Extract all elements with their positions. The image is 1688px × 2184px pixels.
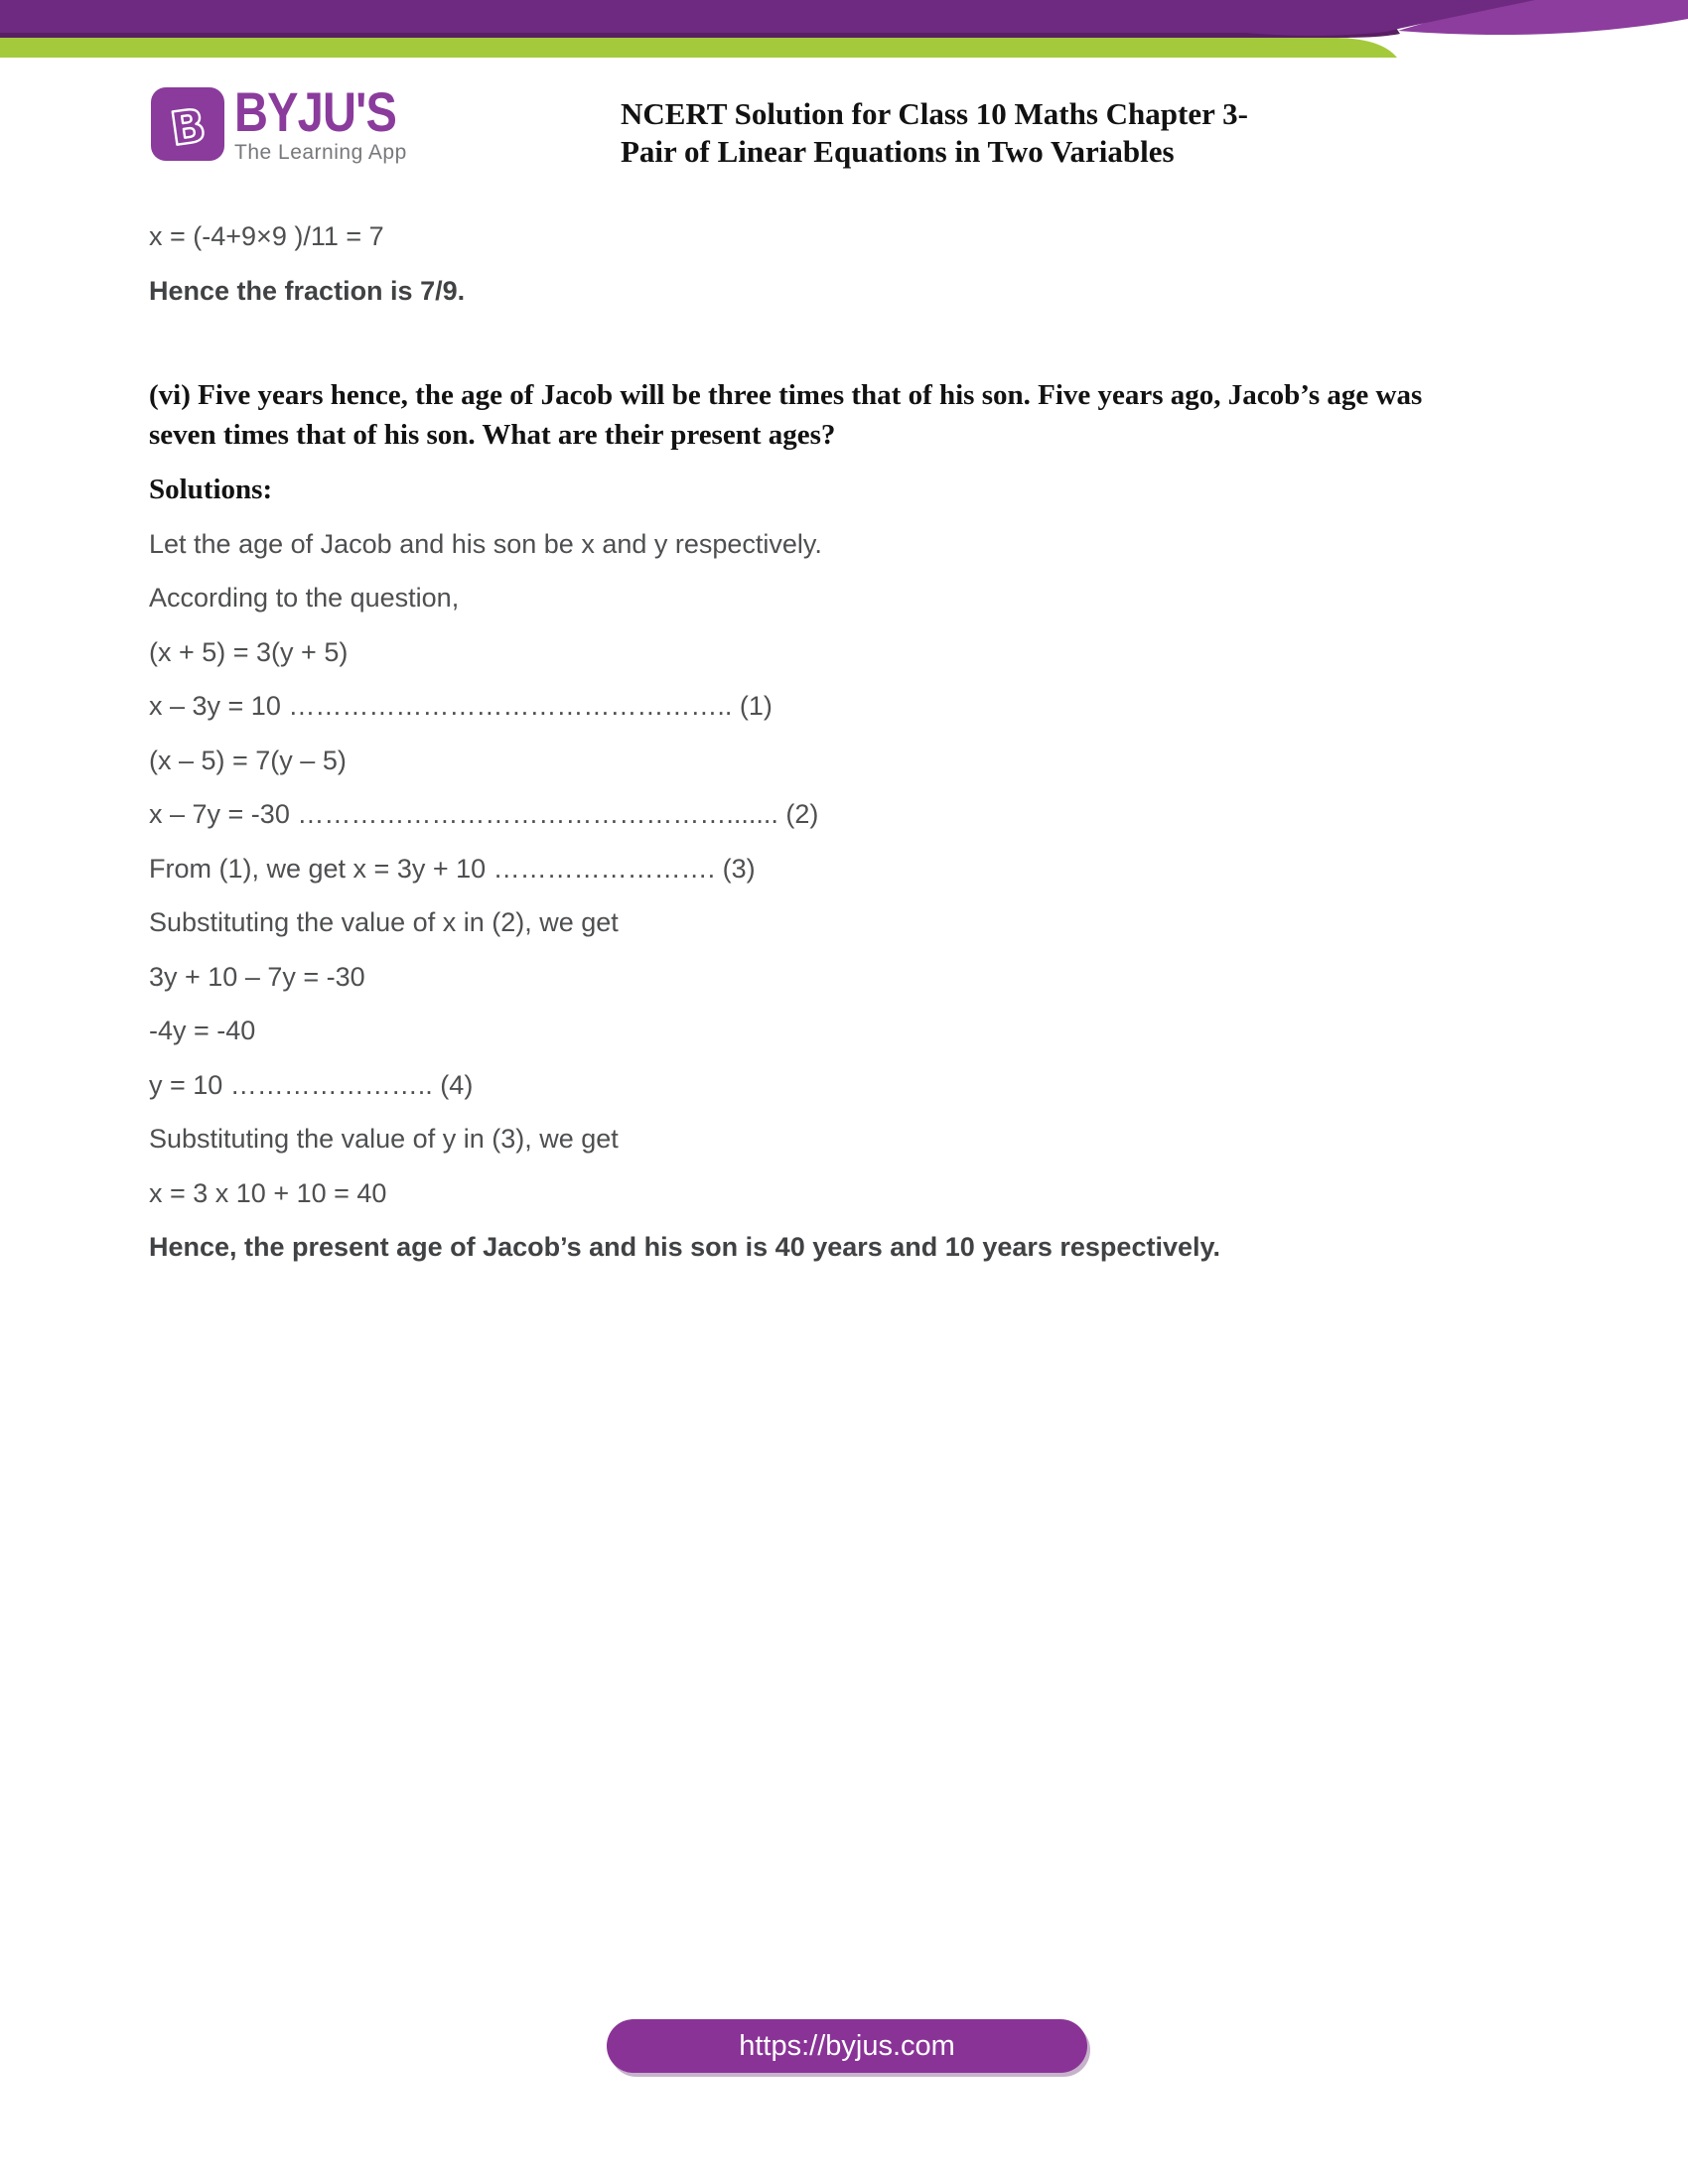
according-line bbox=[149, 571, 1609, 625]
svg-text:B: B bbox=[167, 97, 210, 157]
substitute-y-line bbox=[149, 1112, 1609, 1166]
text-line: y = 10 ………………….. (4) bbox=[149, 1069, 474, 1100]
substitute-x-line bbox=[149, 895, 1609, 950]
text-line: seven times that of his son. What are their present ages? bbox=[149, 419, 836, 451]
header-banner bbox=[0, 0, 1688, 79]
equation-combined bbox=[149, 950, 1609, 1005]
banner-green-band bbox=[0, 38, 1397, 58]
assumption-line bbox=[149, 517, 1609, 572]
equation-first bbox=[149, 625, 1609, 680]
fraction-conclusion bbox=[149, 264, 1609, 319]
text-line: Hence, the present age of Jacob’s and his son is 40 years and 10 years respectively. bbox=[149, 1232, 1220, 1262]
text-line: (x – 5) = 7(y – 5) bbox=[149, 745, 347, 775]
equation-1 bbox=[149, 679, 1609, 734]
question-vi bbox=[149, 375, 1609, 455]
text-line: Hence the fraction is 7/9. bbox=[149, 275, 466, 306]
text-line: According to the question, bbox=[149, 583, 460, 613]
text-line: -4y = -40 bbox=[149, 1016, 256, 1045]
byjus-wordmark: BYJU'S bbox=[234, 80, 396, 143]
page-title-line1: NCERT Solution for Class 10 Maths Chapter 3- bbox=[621, 96, 1248, 131]
text-line: x = 3 x 10 + 10 = 40 bbox=[149, 1177, 387, 1208]
solutions-heading bbox=[149, 463, 1609, 517]
text-line: From (1), we get x = 3y + 10 ……………………. (3) bbox=[149, 853, 756, 884]
text-line: x = (-4+9×9 )/11 = 7 bbox=[149, 221, 384, 251]
byjus-logo-mark bbox=[151, 87, 224, 161]
banner-dark-purple-band bbox=[0, 0, 1535, 36]
text-line: Substituting the value of x in (2), we get bbox=[149, 907, 619, 937]
equation-2 bbox=[149, 787, 1609, 842]
equation-4 bbox=[149, 1058, 1609, 1113]
equation-second bbox=[149, 734, 1609, 788]
text-line: x – 7y = -30 …………………………………………....... (2) bbox=[149, 799, 819, 829]
byjus-tagline: The Learning App bbox=[234, 141, 407, 164]
equation-x-value bbox=[149, 209, 1609, 264]
footer-link[interactable]: https://byjus.com bbox=[607, 2019, 1087, 2073]
text-line: x – 3y = 10 ………………………………………….. (1) bbox=[149, 691, 773, 721]
equation-4y bbox=[149, 1004, 1609, 1058]
text-line: Solutions: bbox=[149, 474, 273, 505]
ages-conclusion bbox=[149, 1220, 1609, 1275]
equation-x-result bbox=[149, 1166, 1609, 1221]
page-title bbox=[621, 95, 1248, 171]
text-line: (vi) Five years hence, the age of Jacob will be three times that of his son. Five years ago, Jacob’s age was bbox=[149, 379, 1423, 411]
byjus-logo bbox=[151, 80, 427, 165]
text-line: (x + 5) = 3(y + 5) bbox=[149, 636, 349, 667]
text-line: Substituting the value of y in (3), we get bbox=[149, 1124, 619, 1154]
document-body bbox=[149, 209, 1609, 1275]
b-icon bbox=[151, 87, 224, 161]
text-line: Let the age of Jacob and his son be x and y respectively. bbox=[149, 528, 822, 559]
text-line: 3y + 10 – 7y = -30 bbox=[149, 961, 365, 992]
byjus-logo-text bbox=[234, 80, 427, 165]
page-title-line2: Pair of Linear Equations in Two Variables bbox=[621, 134, 1175, 169]
equation-3 bbox=[149, 842, 1609, 896]
